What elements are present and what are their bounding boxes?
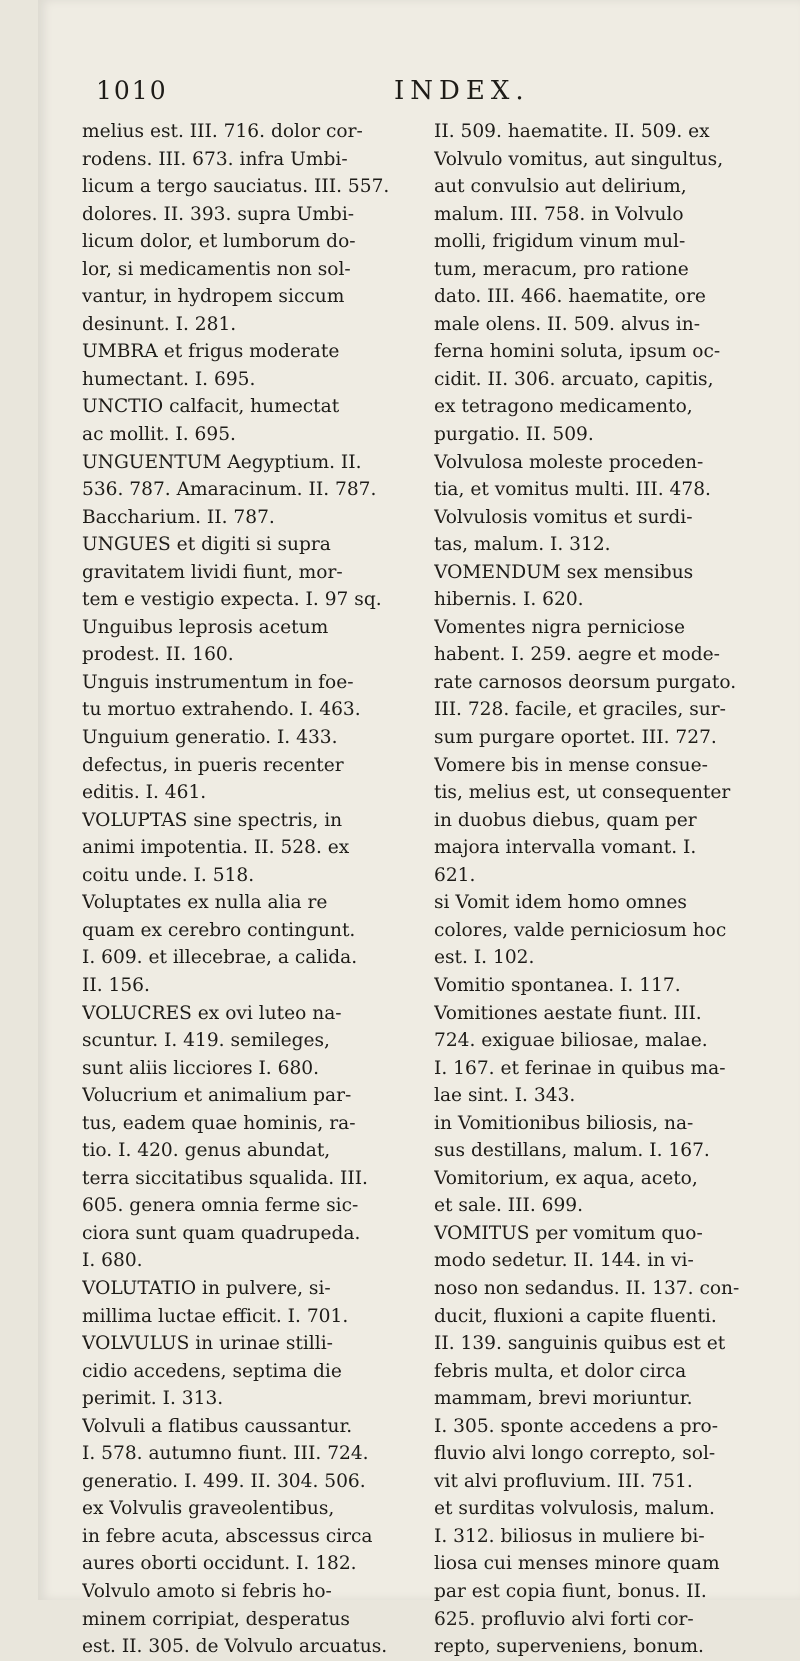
text-line: ducit, fluxioni a capite fluenti. <box>434 1305 717 1327</box>
text-line: aut convulsio aut delirium, <box>434 176 687 198</box>
text-line: editis. I. 461. <box>82 782 207 804</box>
text-line: I. 609. et illecebrae, a calida. <box>82 947 358 969</box>
text-line: Unguium generatio. I. 433. <box>82 727 338 749</box>
text-line: licum dolor, et lumborum do- <box>82 231 356 253</box>
text-line: purgatio. II. 509. <box>434 424 594 446</box>
text-line: est. I. 102. <box>434 947 535 969</box>
text-line: male olens. II. 509. alvus in- <box>434 313 701 335</box>
text-line: tas, malum. I. 312. <box>434 534 611 556</box>
text-line: VOLVULUS in urinae stilli- <box>82 1333 333 1355</box>
text-line: Vomentes nigra perniciose <box>434 616 685 638</box>
text-line: sunt aliis licciores I. 680. <box>82 1057 320 1079</box>
text-line: Volvuli a flatibus caussantur. <box>82 1415 353 1437</box>
text-line: defectus, in pueris recenter <box>82 754 344 776</box>
text-line: lae sint. I. 343. <box>434 1085 576 1107</box>
left-column <box>82 118 422 1661</box>
text-line: est. II. 305. de Volvulo arcuatus. <box>82 1636 388 1658</box>
text-line: dolores. II. 393. supra Umbi- <box>82 203 355 225</box>
text-line: mammam, brevi moriuntur. <box>434 1388 693 1410</box>
text-line: ex tetragono medicamento, <box>434 396 693 418</box>
text-line: in febre acuta, abscessus circa <box>82 1525 373 1547</box>
text-line: VOLUTATIO in pulvere, si- <box>82 1277 331 1299</box>
text-line: liosa cui menses minore quam <box>434 1553 720 1575</box>
text-line: par est copia fiunt, bonus. II. <box>434 1580 707 1602</box>
text-line: UNGUES et digiti si supra <box>82 534 331 556</box>
text-line: Volvulo amoto si febris ho- <box>82 1580 332 1602</box>
page-number: 1010 <box>96 76 168 105</box>
text-line: tem e vestigio expecta. I. 97 sq. <box>82 589 382 611</box>
text-line: UMBRA et frigus moderate <box>82 341 340 363</box>
text-line: desinunt. I. 281. <box>82 313 237 335</box>
text-line: febris multa, et dolor circa <box>434 1360 687 1382</box>
right-column <box>434 118 780 1661</box>
text-line: vantur, in hydropem siccum <box>82 286 345 308</box>
text-line: sus destillans, malum. I. 167. <box>434 1140 710 1162</box>
text-line: sum purgare oportet. III. 727. <box>434 727 717 749</box>
text-line: Voluptates ex nulla alia re <box>82 892 328 914</box>
text-line: quam ex cerebro contingunt. <box>82 919 356 941</box>
text-line: tum, meracum, pro ratione <box>434 258 689 280</box>
text-line: rate carnosos deorsum purgato. <box>434 671 737 693</box>
text-line: si Vomit idem homo omnes <box>434 892 687 914</box>
text-line: tio. I. 420. genus abundat, <box>82 1140 331 1162</box>
text-line: gravitatem lividi fiunt, mor- <box>82 561 343 583</box>
text-line: repto, superveniens, bonum. <box>434 1636 704 1658</box>
text-line: perimit. I. 313. <box>82 1388 224 1410</box>
text-line: noso non sedandus. II. 137. con- <box>434 1277 740 1299</box>
text-line: coitu unde. I. 518. <box>82 864 255 886</box>
text-line: Vomitorium, ex aqua, aceto, <box>434 1167 698 1189</box>
running-title: INDEX. <box>394 76 530 106</box>
text-line: 605. genera omnia ferme sic- <box>82 1195 359 1217</box>
text-line: Volvulosa moleste proceden- <box>434 451 704 473</box>
text-line: I. 680. <box>82 1250 143 1272</box>
text-line: molli, frigidum vinum mul- <box>434 231 686 253</box>
text-line: ex Volvulis graveolentibus, <box>82 1498 335 1520</box>
text-line: I. 305. sponte accedens a pro- <box>434 1415 718 1437</box>
text-line: humectant. I. 695. <box>82 368 256 390</box>
text-line: aures oborti occidunt. I. 182. <box>82 1553 357 1575</box>
text-line: colores, valde perniciosum hoc <box>434 919 727 941</box>
text-line: dato. III. 466. haematite, ore <box>434 286 706 308</box>
text-line: 621. <box>434 864 476 886</box>
text-line: animi impotentia. II. 528. ex <box>82 837 350 859</box>
text-line: generatio. I. 499. II. 304. 506. <box>82 1470 366 1492</box>
text-line: malum. III. 758. in Volvulo <box>434 203 684 225</box>
text-line: licum a tergo sauciatus. III. 557. <box>82 176 390 198</box>
text-line: millima luctae efficit. I. 701. <box>82 1305 349 1327</box>
text-line: minem corripiat, desperatus <box>82 1608 350 1630</box>
text-line: Unguis instrumentum in foe- <box>82 671 354 693</box>
text-line: in Vomitionibus biliosis, na- <box>434 1112 694 1134</box>
text-line: tia, et vomitus multi. III. 478. <box>434 479 711 501</box>
text-line: 724. exiguae biliosae, malae. <box>434 1030 708 1052</box>
text-line: melius est. III. 716. dolor cor- <box>82 121 363 142</box>
text-line: VOLUCRES ex ovi luteo na- <box>82 1002 342 1024</box>
text-line: VOLUPTAS sine spectris, in <box>82 809 343 831</box>
text-line: rodens. III. 673. infra Umbi- <box>82 148 348 170</box>
text-line: ferna homini soluta, ipsum oc- <box>434 341 721 363</box>
text-line: tu mortuo extrahendo. I. 463. <box>82 699 361 721</box>
text-line: I. 578. autumno fiunt. III. 724. <box>82 1443 369 1465</box>
text-line: cidit. II. 306. arcuato, capitis, <box>434 368 714 390</box>
text-line: scuntur. I. 419. semileges, <box>82 1030 330 1052</box>
text-line: II. 509. haematite. II. 509. ex <box>434 121 710 142</box>
text-line: Volucrium et animalium par- <box>82 1085 352 1107</box>
text-line: terra siccitatibus squalida. III. <box>82 1167 368 1189</box>
text-line: hibernis. I. 620. <box>434 589 584 611</box>
text-line: tus, eadem quae hominis, ra- <box>82 1112 356 1134</box>
text-line: cidio accedens, septima die <box>82 1360 342 1382</box>
text-line: I. 312. biliosus in muliere bi- <box>434 1525 705 1547</box>
text-line: in duobus diebus, quam per <box>434 809 697 831</box>
text-line: vit alvi profluvium. III. 751. <box>434 1470 693 1492</box>
text-line: fluvio alvi longo correpto, sol- <box>434 1443 716 1465</box>
text-line: 625. profluvio alvi forti cor- <box>434 1608 694 1630</box>
text-line: II. 156. <box>82 974 150 996</box>
text-line: et sale. III. 699. <box>434 1195 584 1217</box>
text-line: UNGUENTUM Aegyptium. II. <box>82 451 362 473</box>
text-line: Vomitio spontanea. I. 117. <box>434 974 681 996</box>
text-line: Unguibus leprosis acetum <box>82 616 329 638</box>
text-line: VOMITUS per vomitum quo- <box>434 1222 703 1244</box>
text-line: et surditas volvulosis, malum. <box>434 1498 715 1520</box>
text-line: UNCTIO calfacit, humectat <box>82 396 340 418</box>
text-line: ciora sunt quam quadrupeda. <box>82 1222 361 1244</box>
text-line: III. 728. facile, et graciles, sur- <box>434 699 726 721</box>
text-line: II. 139. sanguinis quibus est et <box>434 1333 726 1355</box>
text-line: 536. 787. Amaracinum. II. 787. <box>82 479 377 501</box>
text-line: I. 167. et ferinae in quibus ma- <box>434 1057 726 1079</box>
text-line: Volvulosis vomitus et surdi- <box>434 506 693 528</box>
text-line: prodest. II. 160. <box>82 644 234 666</box>
text-line: tis, melius est, ut consequenter <box>434 782 731 804</box>
text-line: Volvulo vomitus, aut singultus, <box>434 148 724 170</box>
page-header <box>96 76 796 116</box>
text-line: modo sedetur. II. 144. in vi- <box>434 1250 694 1272</box>
text-line: VOMENDUM sex mensibus <box>434 561 694 583</box>
text-line: lor, si medicamentis non sol- <box>82 258 351 280</box>
text-line: Baccharium. II. 787. <box>82 506 275 528</box>
text-line: ac mollit. I. 695. <box>82 424 236 446</box>
text-line: Vomitiones aestate fiunt. III. <box>434 1002 702 1024</box>
text-line: Vomere bis in mense consue- <box>434 754 708 776</box>
text-line: majora intervalla vomant. I. <box>434 837 697 859</box>
text-line: habent. I. 259. aegre et mode- <box>434 644 720 666</box>
